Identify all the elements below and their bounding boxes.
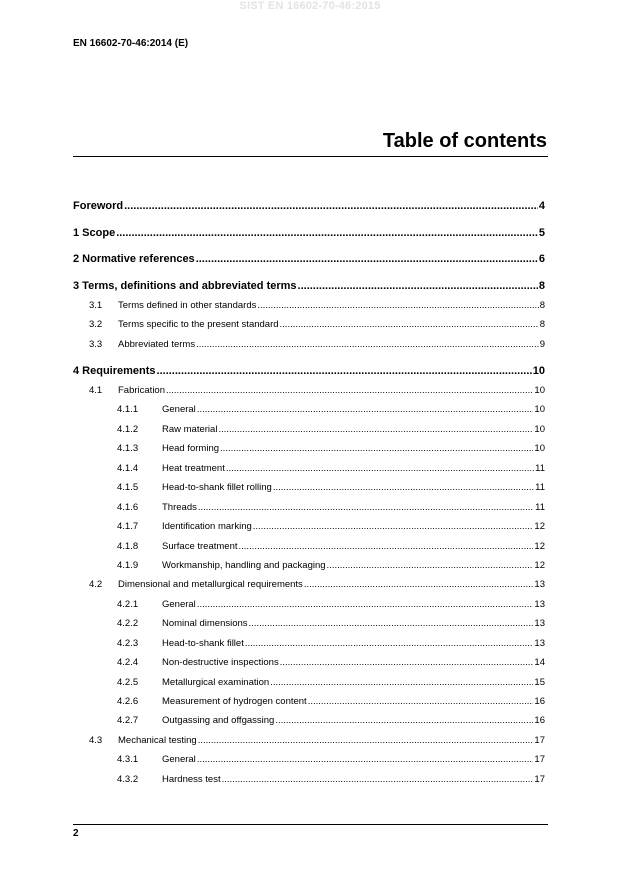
toc-entry-page: 9	[539, 339, 545, 350]
toc-leader-dots	[116, 228, 538, 239]
toc-entry-title: Metallurgical examination	[162, 677, 270, 688]
toc-entry-page: 16	[534, 696, 545, 707]
toc-leader-dots	[280, 320, 539, 330]
toc-entry-title: General	[162, 599, 196, 610]
toc-entry[interactable]	[117, 561, 545, 571]
toc-entry-page: 4	[538, 200, 545, 212]
toc-entry[interactable]	[89, 580, 545, 590]
toc-entry-page: 10	[534, 443, 545, 454]
toc-entry-title: Surface treatment	[162, 541, 238, 552]
toc-leader-dots	[166, 386, 533, 396]
toc-entry-number: 4.2	[89, 579, 103, 590]
toc-entry-title: Outgassing and offgassing	[162, 715, 275, 726]
toc-leader-dots	[222, 775, 534, 785]
toc-entry-number: 3.3	[89, 339, 103, 350]
toc-entry[interactable]	[117, 658, 545, 668]
toc-entry[interactable]	[117, 483, 545, 493]
toc-entry-title: Identification marking	[162, 521, 252, 532]
toc-entry-title: Terms specific to the present standard	[118, 319, 279, 330]
toc-leader-dots	[196, 340, 539, 350]
toc-leader-dots	[198, 503, 534, 513]
toc-entry[interactable]	[117, 697, 545, 707]
toc-entry-page: 8	[539, 319, 545, 330]
toc-entry-title: Nominal dimensions	[162, 618, 248, 629]
toc-entry-number: 4.3.1	[117, 754, 139, 765]
toc-entry-page: 11	[535, 463, 545, 474]
toc-entry-title: Terms defined in other standards	[118, 300, 257, 311]
toc-leader-dots	[308, 697, 534, 707]
toc-entry[interactable]	[117, 619, 545, 629]
toc-entry[interactable]	[89, 386, 545, 396]
toc-leader-dots	[157, 366, 532, 377]
toc-entry-number: 4.1.3	[117, 443, 139, 454]
toc-entry-title: 3 Terms, definitions and abbreviated terms	[73, 280, 297, 292]
toc-entry-title: General	[162, 754, 196, 765]
toc-entry-number: 4.1.8	[117, 541, 139, 552]
toc-leader-dots	[197, 600, 534, 610]
toc-entry-number: 4.1.9	[117, 560, 139, 571]
toc-entry[interactable]	[117, 639, 545, 649]
toc-entry-number: 3.2	[89, 319, 103, 330]
toc-leader-dots	[253, 522, 534, 532]
toc-entry[interactable]	[117, 444, 545, 454]
toc-entry-page: 10	[534, 424, 545, 435]
toc-leader-dots	[327, 561, 534, 571]
toc-entry-number: 4.1.4	[117, 463, 139, 474]
toc-entry[interactable]	[117, 464, 545, 474]
toc-entry-page: 11	[535, 502, 545, 513]
page-title: Table of contents	[382, 130, 547, 152]
toc-entry[interactable]	[117, 542, 545, 552]
toc-entry-page: 12	[534, 541, 545, 552]
toc-entry-page: 10	[532, 365, 545, 377]
toc-leader-dots	[196, 254, 538, 265]
toc-entry[interactable]	[89, 736, 545, 746]
toc-entry-title: Head-to-shank fillet rolling	[162, 482, 272, 493]
toc-entry-number: 4.2.2	[117, 618, 139, 629]
toc-leader-dots	[197, 405, 534, 415]
toc-entry-number: 4.1.1	[117, 404, 139, 415]
toc-entry[interactable]	[89, 301, 545, 311]
toc-entry-title: Heat treatment	[162, 463, 225, 474]
toc-entry[interactable]	[117, 678, 545, 688]
toc-entry-number: 4.1.7	[117, 521, 139, 532]
toc-entry-title: Head-to-shank fillet	[162, 638, 244, 649]
toc-entry-title: Workmanship, handling and packaging	[162, 560, 326, 571]
toc-entry-title: Threads	[162, 502, 197, 513]
toc-entry-title: 2 Normative references	[73, 253, 195, 265]
page-number: 2	[73, 828, 79, 839]
toc-entry-number: 3.1	[89, 300, 103, 311]
toc-entry-page: 13	[534, 618, 545, 629]
document-id: EN 16602-70-46:2014 (E)	[73, 38, 189, 49]
toc-entry-page: 14	[534, 657, 545, 668]
toc-entry-title: Raw material	[162, 424, 218, 435]
toc-entry-title: Foreword	[73, 200, 124, 212]
toc-entry[interactable]	[117, 405, 545, 415]
toc-entry[interactable]	[89, 340, 545, 350]
toc-entry-page: 10	[534, 404, 545, 415]
toc-entry[interactable]	[73, 281, 545, 292]
toc-leader-dots	[280, 658, 534, 668]
toc-entry-number: 4.2.5	[117, 677, 139, 688]
toc-entry[interactable]	[73, 228, 545, 239]
toc-leader-dots	[124, 201, 538, 212]
toc-entry-title: General	[162, 404, 196, 415]
toc-entry[interactable]	[117, 425, 545, 435]
toc-entry-page: 6	[538, 253, 545, 265]
watermark: SIST EN 16602-70-46:2015	[239, 0, 381, 12]
toc-entry-number: 4.3	[89, 735, 103, 746]
toc-leader-dots	[270, 678, 533, 688]
toc-entry-page: 13	[534, 579, 545, 590]
toc-entry-number: 4.1.5	[117, 482, 139, 493]
toc-entry-number: 4.2.3	[117, 638, 139, 649]
toc-entry-title: Non-destructive inspections	[162, 657, 279, 668]
toc-entry[interactable]	[117, 600, 545, 610]
toc-entry[interactable]	[73, 254, 545, 265]
toc-entry[interactable]	[117, 755, 545, 765]
toc-entry[interactable]	[89, 320, 545, 330]
toc-entry-number: 4.1.6	[117, 502, 139, 513]
toc-entry-title: Abbreviated terms	[118, 339, 196, 350]
toc-entry-page: 13	[534, 599, 545, 610]
toc-entry-number: 4.3.2	[117, 774, 139, 785]
toc-entry-page: 8	[538, 280, 545, 292]
toc-entry-page: 8	[539, 300, 545, 311]
toc-entry-title: Fabrication	[118, 385, 165, 396]
toc-leader-dots	[273, 483, 534, 493]
toc-entry-number: 4.2.4	[117, 657, 139, 668]
toc-entry[interactable]	[117, 775, 545, 785]
toc-leader-dots	[304, 580, 534, 590]
toc-entry-title: Head forming	[162, 443, 220, 454]
toc-leader-dots	[218, 425, 533, 435]
toc-leader-dots	[220, 444, 533, 454]
title-divider	[73, 156, 548, 157]
toc-entry-page: 17	[534, 754, 545, 765]
toc-entry[interactable]	[117, 716, 545, 726]
toc-entry[interactable]	[73, 366, 545, 377]
toc-entry-number: 4.2.6	[117, 696, 139, 707]
toc-entry[interactable]	[117, 522, 545, 532]
toc-entry[interactable]	[73, 201, 545, 212]
toc-entry-page: 17	[534, 735, 545, 746]
toc-leader-dots	[226, 464, 534, 474]
toc-leader-dots	[198, 736, 534, 746]
toc-entry-page: 15	[534, 677, 545, 688]
toc-entry-page: 16	[534, 715, 545, 726]
toc-leader-dots	[249, 619, 534, 629]
toc-entry-title: Mechanical testing	[118, 735, 197, 746]
toc-entry-page: 11	[535, 482, 545, 493]
toc-leader-dots	[257, 301, 538, 311]
toc-entry-page: 12	[534, 560, 545, 571]
toc-entry-page: 17	[534, 774, 545, 785]
toc-leader-dots	[239, 542, 534, 552]
toc-leader-dots	[245, 639, 534, 649]
toc-entry-number: 4.2.1	[117, 599, 139, 610]
toc-entry-number: 4.1.2	[117, 424, 139, 435]
toc-entry[interactable]	[117, 503, 545, 513]
toc-entry-page: 12	[534, 521, 545, 532]
toc-entry-title: Measurement of hydrogen content	[162, 696, 307, 707]
toc-entry-title: 1 Scope	[73, 227, 116, 239]
toc-entry-number: 4.1	[89, 385, 103, 396]
toc-entry-page: 10	[534, 385, 545, 396]
toc-entry-title: Hardness test	[162, 774, 221, 785]
toc-leader-dots	[275, 716, 533, 726]
toc-entry-page: 13	[534, 638, 545, 649]
toc-entry-title: Dimensional and metallurgical requirements	[118, 579, 303, 590]
toc-leader-dots	[298, 281, 538, 292]
toc-entry-page: 5	[538, 227, 545, 239]
footer-divider	[73, 824, 548, 825]
toc-entry-title: 4 Requirements	[73, 365, 156, 377]
toc-entry-number: 4.2.7	[117, 715, 139, 726]
toc-leader-dots	[197, 755, 534, 765]
